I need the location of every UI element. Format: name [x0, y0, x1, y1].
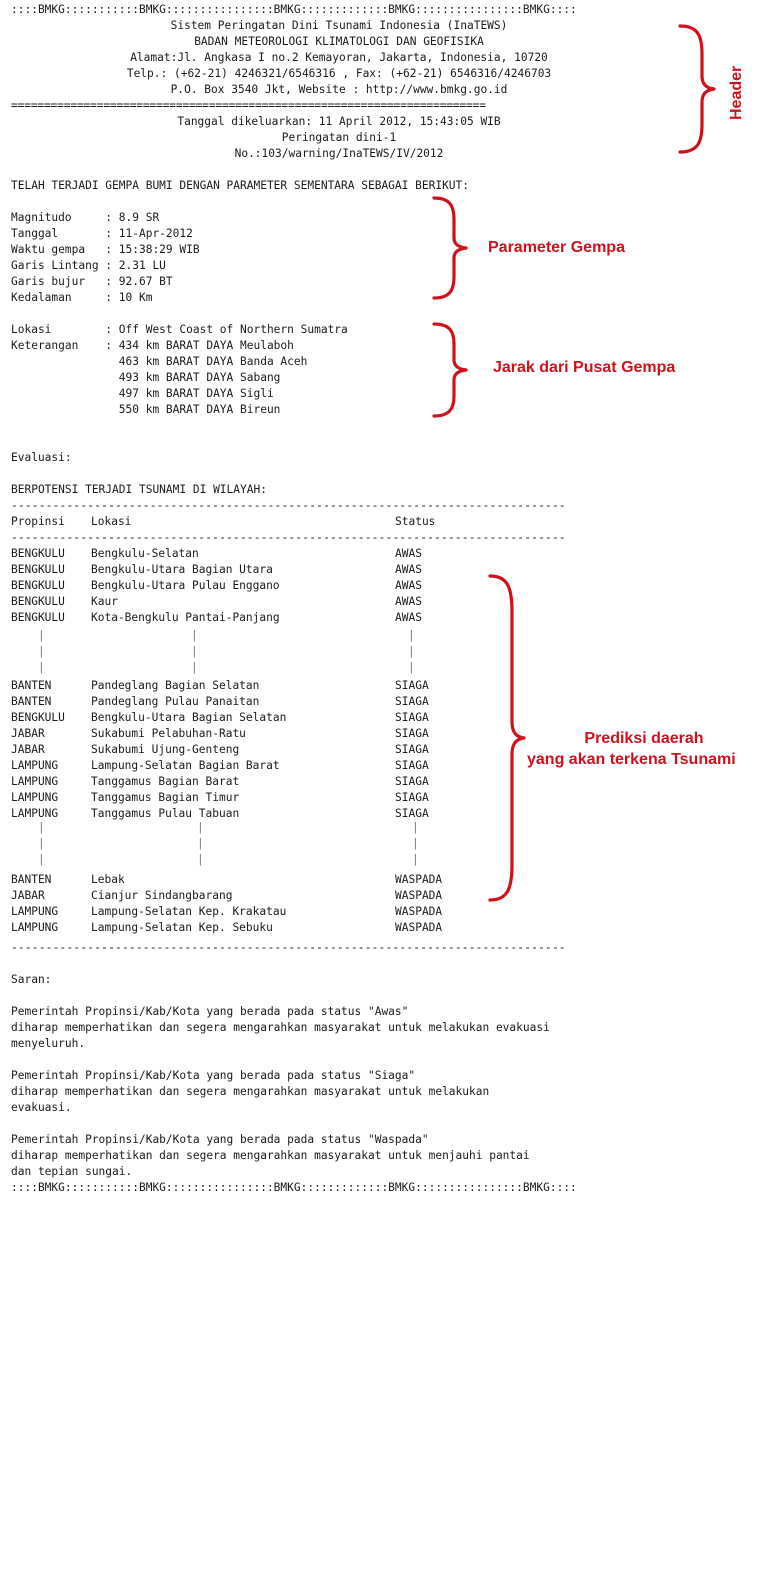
- row-propinsi: LAMPUNG: [11, 759, 59, 772]
- bmkg-banner-top: ::::BMKG:::::::::::BMKG::::::::::::::::BMKG:::::::::::::BMKG::::::::::::::::BMKG::::: [11, 3, 577, 16]
- row-propinsi: BENGKULU: [11, 595, 65, 608]
- row-status: SIAGA: [395, 695, 429, 708]
- row-propinsi: BENGKULU: [11, 547, 65, 560]
- row-propinsi: LAMPUNG: [11, 807, 59, 820]
- row-status: AWAS: [395, 595, 422, 608]
- continuation-bar: |: [191, 629, 198, 642]
- advice-waspada-line: diharap memperhatikan dan segera mengarahkan masyarakat untuk menjauhi pantai: [11, 1149, 530, 1162]
- row-lokasi: Cianjur Sindangbarang: [91, 889, 233, 902]
- annotation-jarak: Jarak dari Pusat Gempa: [493, 359, 676, 376]
- row-lokasi: Sukabumi Pelabuhan-Ratu: [91, 727, 246, 740]
- row-status: SIAGA: [395, 791, 429, 804]
- row-lokasi: Tanggamus Bagian Timur: [91, 791, 240, 804]
- annotation-prediksi-line1: Prediksi daerah: [584, 730, 704, 747]
- param-latitude: Garis Lintang : 2.31 LU: [11, 259, 166, 272]
- continuation-bar: |: [191, 645, 198, 658]
- continuation-bar: |: [408, 645, 415, 658]
- row-lokasi: Tanggamus Bagian Barat: [91, 775, 240, 788]
- row-status: SIAGA: [395, 759, 429, 772]
- row-propinsi: JABAR: [11, 889, 45, 902]
- continuation-bar: |: [191, 661, 198, 674]
- advice-label: Saran:: [11, 973, 52, 986]
- location-line: Lokasi : Off West Coast of Northern Sumatra: [11, 323, 348, 336]
- row-lokasi: Kaur: [91, 595, 118, 608]
- row-status: SIAGA: [395, 775, 429, 788]
- row-lokasi: Bengkulu-Utara Pulau Enggano: [91, 579, 280, 592]
- continuation-bar: |: [38, 661, 45, 674]
- header-agency-name: BADAN METEOROLOGI KLIMATOLOGI DAN GEOFISIKA: [194, 35, 484, 48]
- continuation-bar: |: [38, 645, 45, 658]
- warning-title: Peringatan dini-1: [281, 131, 397, 144]
- advice-awas-line: Pemerintah Propinsi/Kab/Kota yang berada pada status "Awas": [11, 1005, 409, 1018]
- bmkg-banner-bottom: ::::BMKG:::::::::::BMKG::::::::::::::::BMKG:::::::::::::BMKG::::::::::::::::BMKG::::: [11, 1181, 577, 1194]
- distance-brace-icon: [428, 320, 472, 420]
- row-propinsi: LAMPUNG: [11, 775, 59, 788]
- prediction-brace-icon: [484, 572, 532, 904]
- param-date: Tanggal : 11-Apr-2012: [11, 227, 193, 240]
- param-depth: Kedalaman : 10 Km: [11, 291, 153, 304]
- header-system-name: Sistem Peringatan Dini Tsunami Indonesia (InaTEWS): [170, 19, 508, 32]
- row-lokasi: Lampung-Selatan Kep. Sebuku: [91, 921, 273, 934]
- row-lokasi: Kota-Bengkulu Pantai-Panjang: [91, 611, 280, 624]
- row-status: WASPADA: [395, 889, 443, 902]
- param-longitude: Garis bujur : 92.67 BT: [11, 275, 173, 288]
- table-rule-header: --------------------------------------------------------------------------------: [11, 531, 566, 544]
- row-status: AWAS: [395, 563, 422, 576]
- advice-siaga-line: evakuasi.: [11, 1101, 72, 1114]
- advice-waspada-line: dan tepian sungai.: [11, 1165, 133, 1178]
- row-propinsi: BENGKULU: [11, 611, 65, 624]
- row-status: SIAGA: [395, 711, 429, 724]
- header-brace-icon: [672, 22, 720, 156]
- row-lokasi: Lebak: [91, 873, 125, 886]
- distance-line: 493 km BARAT DAYA Sabang: [11, 371, 281, 384]
- continuation-bar: |: [412, 853, 419, 866]
- row-status: WASPADA: [395, 921, 443, 934]
- row-status: SIAGA: [395, 743, 429, 756]
- advice-siaga-line: Pemerintah Propinsi/Kab/Kota yang berada pada status "Siaga": [11, 1069, 416, 1082]
- row-lokasi: Pandeglang Bagian Selatan: [91, 679, 260, 692]
- header-separator: ========================================================================: [11, 99, 486, 112]
- header-phone-fax: Telp.: (+62-21) 4246321/6546316 , Fax: (+62-21) 6546316/4246703: [126, 67, 552, 80]
- continuation-bar: |: [412, 837, 419, 850]
- column-header-status: Status: [395, 515, 436, 528]
- row-propinsi: LAMPUNG: [11, 791, 59, 804]
- advice-waspada-line: Pemerintah Propinsi/Kab/Kota yang berada pada status "Waspada": [11, 1133, 429, 1146]
- row-lokasi: Lampung-Selatan Bagian Barat: [91, 759, 280, 772]
- issued-date: Tanggal dikeluarkan: 11 April 2012, 15:43:05 WIB: [177, 115, 501, 128]
- continuation-bar: |: [38, 629, 45, 642]
- row-propinsi: JABAR: [11, 743, 45, 756]
- advice-awas-line: diharap memperhatikan dan segera mengarahkan masyarakat untuk melakukan evakuasi: [11, 1021, 550, 1034]
- row-lokasi: Bengkulu-Utara Bagian Selatan: [91, 711, 287, 724]
- distance-line: Keterangan : 434 km BARAT DAYA Meulaboh: [11, 339, 294, 352]
- row-lokasi: Lampung-Selatan Kep. Krakatau: [91, 905, 287, 918]
- continuation-bar: |: [197, 821, 204, 834]
- intro-statement: TELAH TERJADI GEMPA BUMI DENGAN PARAMETER SEMENTARA SEBAGAI BERIKUT:: [11, 179, 470, 192]
- continuation-bar: |: [412, 821, 419, 834]
- continuation-bar: |: [38, 821, 45, 834]
- continuation-bar: |: [197, 837, 204, 850]
- distance-line: 463 km BARAT DAYA Banda Aceh: [11, 355, 308, 368]
- annotation-parameter-gempa: Parameter Gempa: [488, 239, 625, 256]
- row-propinsi: BENGKULU: [11, 579, 65, 592]
- row-status: SIAGA: [395, 727, 429, 740]
- row-status: WASPADA: [395, 905, 443, 918]
- row-propinsi: LAMPUNG: [11, 905, 59, 918]
- annotation-prediksi-line2: yang akan terkena Tsunami: [527, 751, 736, 768]
- row-propinsi: JABAR: [11, 727, 45, 740]
- row-propinsi: BANTEN: [11, 695, 52, 708]
- row-propinsi: BANTEN: [11, 873, 52, 886]
- continuation-bar: |: [38, 837, 45, 850]
- parameter-brace-icon: [428, 194, 472, 302]
- warning-number: No.:103/warning/InaTEWS/IV/2012: [234, 147, 444, 160]
- row-lokasi: Pandeglang Pulau Panaitan: [91, 695, 260, 708]
- row-propinsi: LAMPUNG: [11, 921, 59, 934]
- row-status: SIAGA: [395, 807, 429, 820]
- row-status: AWAS: [395, 611, 422, 624]
- table-rule-top: --------------------------------------------------------------------------------: [11, 499, 566, 512]
- advice-siaga-line: diharap memperhatikan dan segera mengarahkan masyarakat untuk melakukan: [11, 1085, 490, 1098]
- header-address: Alamat:Jl. Angkasa I no.2 Kemayoran, Jakarta, Indonesia, 10720: [130, 51, 548, 64]
- distance-line: 497 km BARAT DAYA Sigli: [11, 387, 274, 400]
- row-propinsi: BANTEN: [11, 679, 52, 692]
- continuation-bar: |: [408, 629, 415, 642]
- column-header-lokasi: Lokasi: [91, 515, 132, 528]
- row-status: AWAS: [395, 579, 422, 592]
- row-lokasi: Sukabumi Ujung-Genteng: [91, 743, 240, 756]
- advice-awas-line: menyeluruh.: [11, 1037, 86, 1050]
- continuation-bar: |: [197, 853, 204, 866]
- distance-line: 550 km BARAT DAYA Bireun: [11, 403, 281, 416]
- row-propinsi: BENGKULU: [11, 563, 65, 576]
- param-magnitude: Magnitudo : 8.9 SR: [11, 211, 160, 224]
- row-status: SIAGA: [395, 679, 429, 692]
- potential-heading: BERPOTENSI TERJADI TSUNAMI DI WILAYAH:: [11, 483, 267, 496]
- row-status: WASPADA: [395, 873, 443, 886]
- continuation-bar: |: [408, 661, 415, 674]
- table-rule-bottom: --------------------------------------------------------------------------------: [11, 941, 566, 954]
- column-header-propinsi: Propinsi: [11, 515, 65, 528]
- header-pobox-website: P.O. Box 3540 Jkt, Website : http://www.bmkg.go.id: [170, 83, 508, 96]
- param-time: Waktu gempa : 15:38:29 WIB: [11, 243, 200, 256]
- row-lokasi: Bengkulu-Selatan: [91, 547, 199, 560]
- continuation-bar: |: [38, 853, 45, 866]
- annotation-header: Header: [728, 65, 745, 120]
- row-status: AWAS: [395, 547, 422, 560]
- evaluation-label: Evaluasi:: [11, 451, 72, 464]
- row-lokasi: Tanggamus Pulau Tabuan: [91, 807, 240, 820]
- row-propinsi: BENGKULU: [11, 711, 65, 724]
- row-lokasi: Bengkulu-Utara Bagian Utara: [91, 563, 273, 576]
